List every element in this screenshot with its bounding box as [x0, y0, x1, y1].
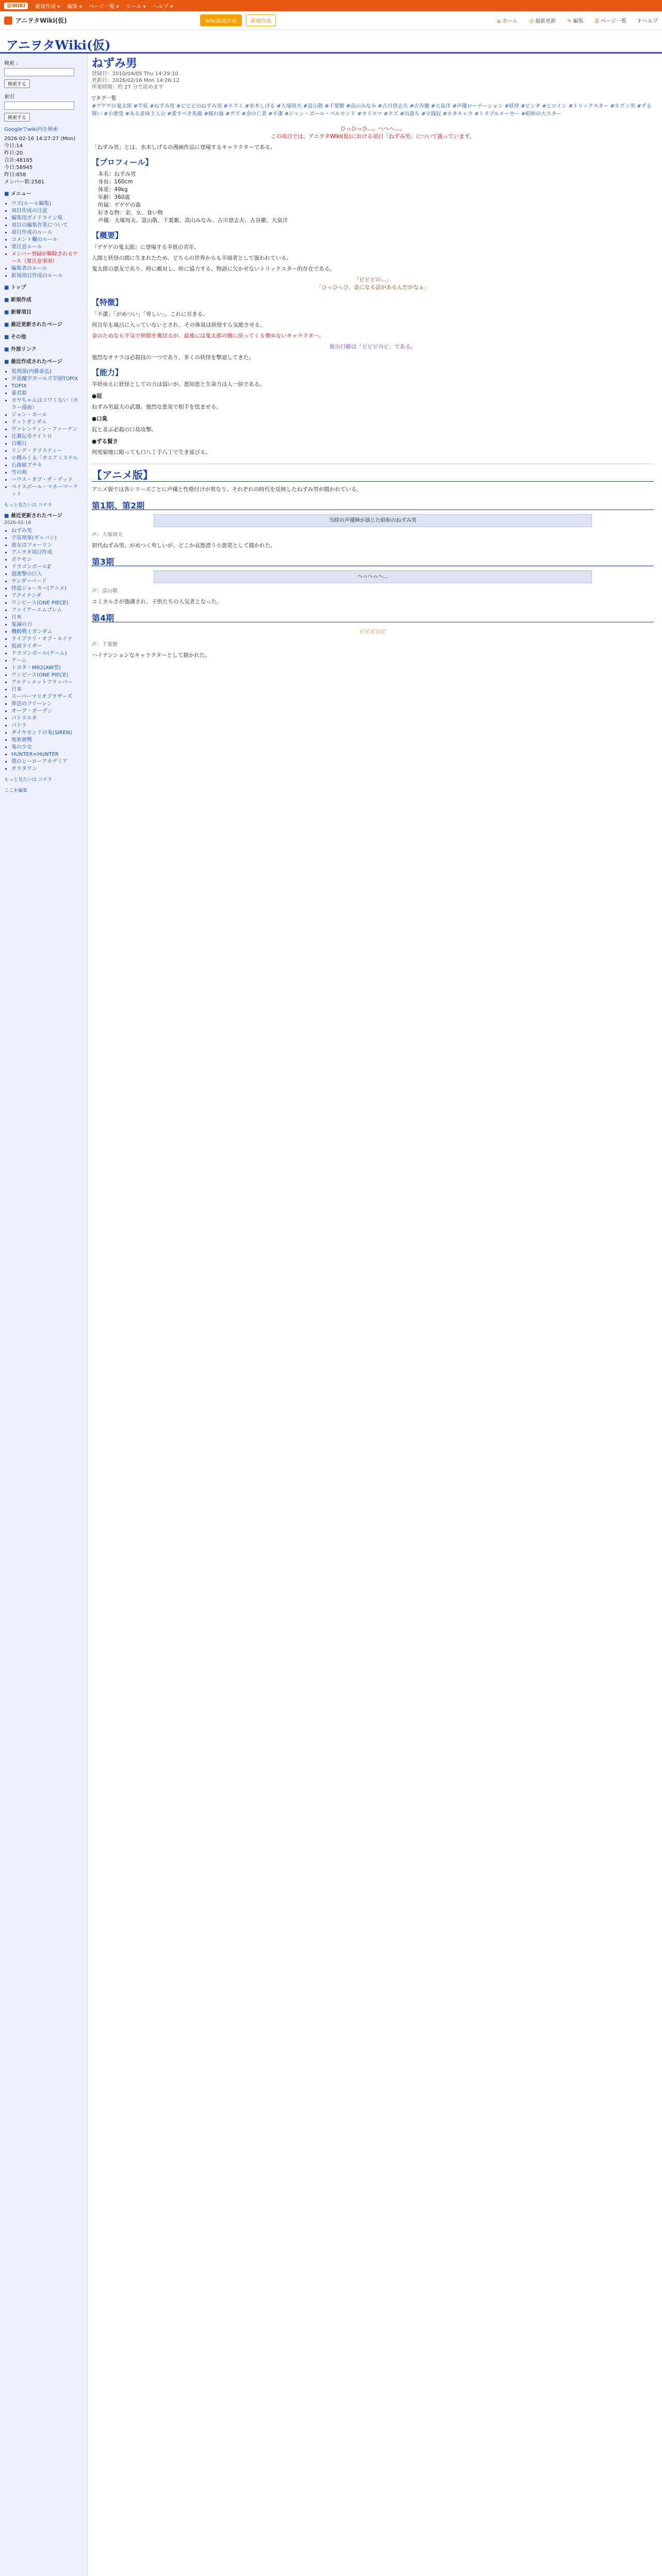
- traits-quote: 彼の口癖は「ビビビのビ」である。: [329, 344, 416, 350]
- list-item[interactable]: アニヲタ項目作成: [11, 550, 53, 555]
- list-item[interactable]: ねずみ男: [11, 528, 32, 534]
- overview-paragraph: 鬼太郎の悪友であり、時に敵対し、時に協力する、物語に欠かせないトリックスター的存在である。: [92, 266, 335, 272]
- atwiki-link-new[interactable]: 新規作成 ▾: [35, 4, 60, 10]
- episode-voice: 声：千葉繁: [92, 642, 118, 648]
- ability-desc: 屁と並ぶ必殺の口臭攻撃。: [92, 427, 157, 433]
- menu-item-warning[interactable]: メンバー登録が解除されるケース（要注意事項）: [11, 251, 78, 264]
- list-icon: ☰: [594, 19, 600, 24]
- clock-icon: ◷: [529, 19, 534, 24]
- menu-item[interactable]: 項目作成のルール: [11, 230, 53, 235]
- tags-label[interactable]: ▽タグ一覧: [92, 96, 117, 101]
- list-item[interactable]: ヴァレンティン・ファーナン: [11, 427, 78, 432]
- list-item[interactable]: ゲーム: [11, 658, 27, 664]
- menu-item[interactable]: 編集者のルール: [11, 266, 47, 272]
- index-input[interactable]: [4, 101, 74, 110]
- section-other[interactable]: ■ その他: [4, 333, 83, 342]
- overview-quote: 「ビビビの…」: [354, 277, 392, 283]
- overview-paragraph: 『ゲゲゲの鬼太郎』に登場する半妖の青年。: [92, 244, 200, 250]
- read-time: 所要時間：約 27 分で読めます: [92, 84, 164, 90]
- list-item[interactable]: 小樽みくる「オユアミステル: [11, 455, 78, 461]
- list-item[interactable]: ポケモン: [11, 557, 32, 563]
- list-item[interactable]: 日本: [11, 615, 22, 620]
- recent-updated-title: ■ 最近更新されたページ: [4, 512, 83, 520]
- episode-voice: 声：富山敬: [92, 588, 118, 594]
- tool-bar: [0, 11, 662, 30]
- list-item[interactable]: ハウス・オブ・ザ・デッド: [11, 477, 73, 483]
- list-item[interactable]: 超進撃の巨人: [11, 571, 42, 577]
- menu-item[interactable]: 要注意ルール: [11, 244, 42, 250]
- section-top[interactable]: ■ トップ: [4, 284, 83, 292]
- abilities-heading: 【能力】: [92, 368, 123, 377]
- episode-title: 第4期: [92, 614, 654, 622]
- list-item[interactable]: 機動戦士ガンダム: [11, 629, 53, 635]
- episode-text: ハイテンションなキャラクターとして描かれた。: [92, 652, 210, 658]
- tool-icons: [497, 16, 658, 24]
- episode-banner: へっへっへ…: [154, 570, 592, 583]
- section-newitems[interactable]: ■ 新着項目: [4, 309, 83, 317]
- list-item[interactable]: ワンピース(ONE PIECE): [11, 600, 69, 606]
- ability-name: ●ずる賢さ: [92, 438, 119, 445]
- list-item[interactable]: ベイスボール・マネーマーケット: [11, 484, 78, 497]
- list-item[interactable]: ワンピース(ONE PIECE): [11, 672, 69, 678]
- recent-updated-list: [4, 528, 83, 773]
- ability-desc: ねずみ男最大の武器。強烈な悪臭で相手を怯ませる。: [92, 404, 222, 410]
- pencil-icon: ✎: [567, 19, 572, 24]
- edit-sidebar-link[interactable]: ここを編集: [4, 788, 28, 793]
- episode-title: 第1期、第2期: [92, 502, 654, 510]
- menu-item[interactable]: 新規項目作成のルール: [11, 273, 63, 279]
- page-title: ねずみ男: [92, 57, 138, 70]
- updated-more-link[interactable]: もっと見たいは コチラ: [4, 777, 52, 783]
- section-new[interactable]: ■ 新規作成: [4, 296, 83, 304]
- list-item[interactable]: 鬼滅の刃: [11, 622, 32, 628]
- list-item[interactable]: ドラゴンボール(ゲーム): [11, 651, 67, 656]
- episode-banner: 当時の声優陣が演じた昭和のねずみ男: [154, 514, 592, 527]
- intro-paragraph: 「ねずみ男」とは、水木しげるの漫画作品に登場するキャラクターである。: [92, 144, 276, 150]
- traits-highlight: 金のためなら平気で仲間を裏切るが、最後には鬼太郎の側に戻ってくる憎めないキャラクター。: [92, 333, 324, 339]
- created-date: 登録日：2010/04/05 Thu 14:29:10: [92, 71, 178, 77]
- episode-text: 初代ねずみ男。がめつく卑しいが、どこか哀愁漂う小悪党として描かれた。: [92, 543, 276, 549]
- updated-date: 更新日：2026/02/16 Mon 14:26:12: [92, 78, 179, 83]
- section-external[interactable]: ■ 外部リンク: [4, 346, 83, 354]
- tag-block: [92, 95, 654, 118]
- wiki-logo-icon: [4, 16, 12, 25]
- list-item[interactable]: リング・クリスティー: [11, 448, 62, 454]
- atwiki-logo[interactable]: @WIKI: [4, 3, 28, 9]
- list-item[interactable]: 日曜日: [11, 441, 27, 447]
- sidebar: [0, 54, 88, 2576]
- atwiki-link-help[interactable]: ヘルプ ▾: [153, 4, 173, 10]
- list-item[interactable]: オーグ・ガーデン: [11, 708, 53, 714]
- list-item[interactable]: ライブラリ・オブ・ルイナ: [11, 636, 73, 642]
- page-meta: [92, 71, 654, 91]
- list-item[interactable]: ドラゴンボールZ: [11, 564, 51, 570]
- section-recent[interactable]: ■ 最近更新されたページ: [4, 321, 83, 329]
- search-label: 検索 :: [4, 61, 18, 66]
- home-icon: ⌂: [497, 19, 501, 24]
- list-item[interactable]: 雪の剣: [11, 470, 27, 476]
- tag-links[interactable]: #ゲゲゲの鬼太郎 #半妖 #ねずみ男 #ビビビのねずみ男 #ネズミ #水木しげる #大塚周夫 #富山敬 #千葉繁 #高山みなみ #古川登志夫 #古谷徹 #大泉洋 #声優ローテーション #妖怪 #ビンタ #ヒロイン #トリックスター #ネズミ男 #ずる賢い #小悪党 #ある意味主人公 #愛すべき馬鹿 #腐れ縁 #グズ #金の亡者 #不潔 #ジャン・ポール・ベルモンド #カリスマ #クズ #出落ち #守銭奴 #ネタキャラ #トラブルメーカー #昭和の大スター: [92, 104, 652, 117]
- atwiki-link-pagelist[interactable]: ページ一覧 ▾: [89, 4, 119, 10]
- episode-text: コミカルさが強調され、子供たちの人気者となった。: [92, 599, 222, 605]
- list-item[interactable]: サンダーバード: [11, 579, 47, 584]
- episode-section: [92, 558, 654, 606]
- wiki-title[interactable]: アニヲタWiki(仮): [6, 38, 111, 53]
- list-item[interactable]: アクイナンダ: [11, 593, 42, 599]
- help-icon: ?: [638, 19, 641, 24]
- list-item[interactable]: 暴君姫: [11, 391, 27, 396]
- anime-intro: アニメ版では各シリーズごとに声優と性格付けが異なり、それぞれの時代を反映したねずみ男が描かれている。: [92, 486, 362, 493]
- list-item[interactable]: HUNTER×HUNTER: [11, 752, 59, 757]
- list-item[interactable]: TOPIX: [11, 383, 27, 389]
- abilities-list: [92, 393, 654, 456]
- list-item[interactable]: 怪盗ジョーカー(アニメ): [11, 586, 67, 591]
- list-item[interactable]: 彼女はフォーリン: [11, 543, 53, 548]
- menu-item[interactable]: コメント欄のルール: [11, 237, 58, 243]
- brand-name: アニヲタWiki(仮): [15, 17, 67, 24]
- episode-voice: 声：大塚周夫: [92, 532, 123, 538]
- updated-date: 2026-02-16: [4, 520, 31, 526]
- list-item[interactable]: パトラスタ: [11, 716, 37, 721]
- index-search-button[interactable]: 検索する: [4, 113, 30, 122]
- menu-item[interactable]: 編集用ガイドライン集: [11, 215, 63, 221]
- episode-section: [92, 614, 654, 659]
- ability-name: ●口臭: [92, 416, 108, 422]
- list-item[interactable]: 比翼伝奇ナイトロ: [11, 434, 53, 439]
- menu-title: ■ メニュー: [4, 190, 83, 198]
- index-label: 索引: [4, 94, 14, 100]
- list-item[interactable]: 鬼の少女: [11, 744, 32, 750]
- atwiki-link-tools[interactable]: ツール ▾: [126, 4, 146, 10]
- pagelist-link[interactable]: ☰ ページ一覧: [594, 19, 627, 24]
- home-link[interactable]: ⌂ ホーム: [497, 19, 518, 24]
- intro-line: ひっひっひ…。へへへ…。: [340, 126, 405, 132]
- list-item[interactable]: オラタワン: [11, 766, 37, 772]
- profile-list: 本名：ねずみ男 身長：160cm 体重：49kg 年齢：360歳 所属：ゲゲゲの森 好きな物：金、女、食い物 声優：大塚周夫、富山敬、千葉繁、高山みなみ、古川登志夫、古谷徹、大泉洋: [98, 171, 288, 224]
- traits-paragraph: 何百年も風呂に入っていないとされ、その体臭は妖怪すら気絶させる。: [92, 322, 266, 328]
- overview-heading: 【概要】: [92, 231, 123, 240]
- main-content: [92, 57, 654, 2576]
- episode-title: 第3期: [92, 558, 654, 566]
- new-page-button[interactable]: 新規作成: [246, 14, 276, 26]
- list-item[interactable]: 夕張魔学ガールズ学園TOPIX: [11, 376, 78, 382]
- recent-created-title: ■ 最近作成されたページ: [4, 358, 83, 366]
- list-item[interactable]: トヨタ・MR2(AW型): [11, 665, 61, 671]
- recent-link[interactable]: ◷ 最新更新: [529, 19, 556, 24]
- list-item[interactable]: スーパーマリオブラザーズ: [11, 694, 73, 700]
- overview-quote: 「ひっひっひ、金になる話があるんだがなぁ」: [316, 284, 430, 291]
- list-item[interactable]: 処刑部(内藤泰弘): [11, 369, 52, 375]
- brand[interactable]: [4, 16, 200, 25]
- list-item[interactable]: ドットガンダム: [11, 419, 47, 425]
- list-item[interactable]: 日本: [11, 687, 22, 692]
- list-item[interactable]: 呪術廻戦: [11, 737, 32, 743]
- list-item[interactable]: 仮面ライダー: [11, 643, 42, 649]
- wiki-header: [0, 30, 662, 54]
- list-item[interactable]: 石森敏ブチキ: [11, 463, 42, 468]
- menu-item[interactable]: 項目作成の注意: [11, 208, 47, 214]
- list-item[interactable]: パトラ: [11, 723, 27, 728]
- list-item[interactable]: アルティメットフラッパー: [11, 680, 73, 685]
- traits-paragraph: 「不潔」「がめつい」「卑しい」。これに尽きる。: [92, 311, 208, 317]
- list-item[interactable]: カヤちゃんはコワくない（ホラー漫画）: [11, 398, 78, 411]
- ability-name: ●屁: [92, 393, 102, 399]
- atwiki-bar: [0, 0, 662, 11]
- counter-stats: 2026-02-16 14:27:27 (Mon) 今日:14 昨日:20 合計:48165 今日:58945 昨日:858 メンバー数:2581: [4, 136, 76, 185]
- recent-created-list: [4, 368, 83, 498]
- abilities-paragraph: 半妖ゆえに妖怪としての力は弱いが、悪知恵と生命力は人一倍である。: [92, 381, 265, 387]
- list-item[interactable]: 僕のヒーローアカデミア: [11, 759, 68, 765]
- menu-item[interactable]: 項目の編集作業について: [11, 223, 68, 228]
- search-button[interactable]: 検索する: [4, 79, 30, 88]
- intro-notice: この項目では、アニヲタWiki(仮)における項目「ねずみ男」について扱っています。: [270, 133, 475, 140]
- menu-item[interactable]: ウズ(ルール編集): [11, 201, 52, 207]
- tag-list[interactable]: [92, 103, 654, 118]
- edit-link[interactable]: ✎ 編集: [567, 19, 584, 24]
- list-item[interactable]: 宇宙刑事(ギャバン): [11, 535, 57, 541]
- traits-paragraph: 強烈なオナラは必殺技の一つであり、多くの妖怪を撃退してきた。: [92, 354, 254, 361]
- list-item[interactable]: ジョン・カール: [11, 412, 47, 418]
- traits-heading: 【特徴】: [92, 298, 123, 307]
- list-item[interactable]: ファイアーエムブレム: [11, 607, 62, 613]
- overview-paragraph: 人間と妖怪の間に生まれたため、どちらの世界からも半端者として扱われている。: [92, 255, 292, 261]
- list-item[interactable]: 葬送のフリーレン: [11, 701, 53, 707]
- create-wiki-button[interactable]: Wiki新規作成: [200, 14, 242, 26]
- episode-banner: ビビビのビ: [359, 629, 387, 635]
- ability-desc: 何度窮地に陥っても口八丁手八丁で生き延びる。: [92, 449, 211, 455]
- google-search-link[interactable]: Googleでwiki内を検索: [4, 127, 58, 132]
- atwiki-link-edit[interactable]: 編集 ▾: [67, 4, 82, 10]
- list-item[interactable]: ダイヤモンドの鬼(SIREN): [11, 730, 72, 736]
- anime-heading: 【アニメ版】: [92, 471, 654, 482]
- profile-heading: 【プロフィール】: [92, 158, 153, 167]
- episode-section: [92, 502, 654, 550]
- recent-more-link[interactable]: もっと見たいは コチラ: [4, 503, 52, 508]
- help-link[interactable]: ? ヘルプ: [638, 19, 658, 24]
- menu-list: [4, 200, 83, 280]
- search-input[interactable]: [4, 68, 74, 76]
